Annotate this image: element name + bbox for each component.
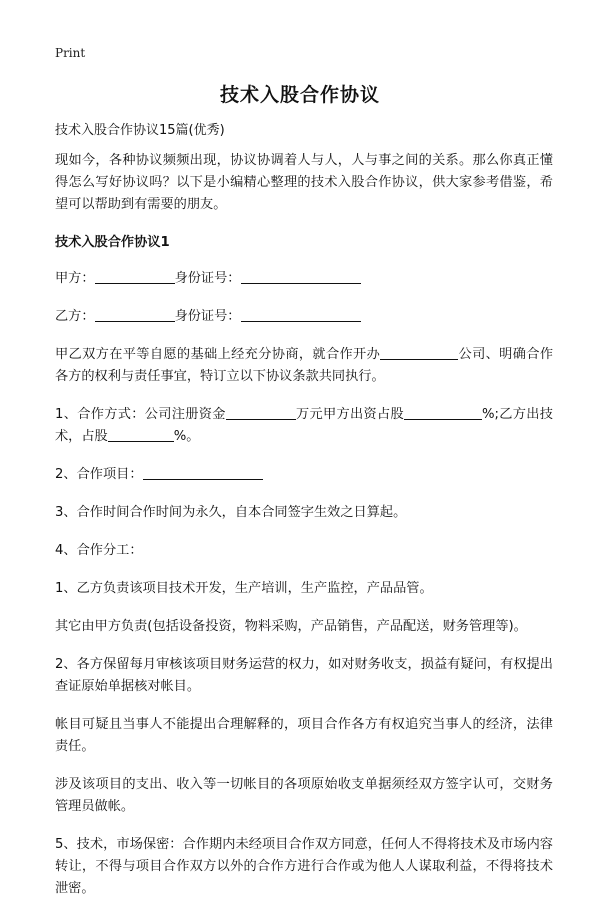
intro-paragraph: 现如今，各种协议频频出现，协议协调着人与人，人与事之间的关系。那么你真正懂得怎么写好协议吗？以下是小编精心整理的技术入股合作协议，供大家参考借鉴，希望可以帮助到有需要的朋友。 xyxy=(55,153,553,212)
party-a-id-label: 身份证号： xyxy=(174,271,241,286)
party-a-id-blank xyxy=(241,268,361,284)
clause-3: 3、合作时间合作时间为永久，自本合同签字生效之日算起。 xyxy=(55,505,407,520)
clause-4-item-1: 1、乙方负责该项目技术开发，生产培训，生产监控，产品品管。 xyxy=(55,581,433,596)
clause-1-part-a: 1、合作方式：公司注册资金 xyxy=(55,407,226,422)
section-title: 技术入股合作协议1 xyxy=(55,235,170,250)
document-body xyxy=(55,120,553,916)
clause-1-part-d: %。 xyxy=(173,429,200,444)
document-title: 技术入股合作协议 xyxy=(219,84,380,106)
party-a-name-blank xyxy=(95,268,175,284)
clause-1-part-b: 万元甲方出资占股 xyxy=(295,407,405,422)
clause-4-item-3: 2、各方保留每月审核该项目财务运营的权力，如对财务收支，损益有疑问，有权提出查证原始单据核对帐目。 xyxy=(55,657,553,694)
clause-4-item-4: 帐目可疑且当事人不能提出合理解释的，项目合作各方有权追究当事人的经济，法律责任。 xyxy=(55,717,553,754)
capital-blank xyxy=(226,404,296,420)
party-a-share-blank xyxy=(404,404,482,420)
clause-2-label: 2、合作项目： xyxy=(55,467,143,482)
clause-4-item-2: 其它由甲方负责(包括设备投资，物料采购，产品销售，产品配送，财务管理等)。 xyxy=(55,619,527,634)
project-blank xyxy=(143,464,263,480)
clause-1 xyxy=(55,404,553,448)
party-b-name-blank xyxy=(95,306,175,322)
clause-2 xyxy=(55,464,553,486)
party-b-label: 乙方： xyxy=(55,309,95,324)
document-subtitle: 技术入股合作协议15篇(优秀) xyxy=(55,123,225,138)
clause-1-part-c: %;乙方出技术，占股 xyxy=(55,407,553,444)
party-b-line xyxy=(55,306,553,328)
party-a-label: 甲方： xyxy=(55,271,95,286)
clause-4: 4、合作分工： xyxy=(55,543,143,558)
company-name-blank xyxy=(380,344,458,360)
agreement-paragraph xyxy=(55,344,553,388)
party-b-id-label: 身份证号： xyxy=(174,309,241,324)
party-b-id-blank xyxy=(241,306,361,322)
agreement-prefix: 甲乙双方在平等自愿的基础上经充分协商，就合作开办 xyxy=(55,347,381,362)
print-link[interactable]: Print xyxy=(55,46,86,60)
clause-5: 5、技术，市场保密：合作期内未经项目合作双方同意，任何人不得将技术及市场内容转让，不得与项目合作双方以外的合作方进行合作或为他人人谋取利益，不得将技术泄密。 xyxy=(55,837,553,896)
party-a-line xyxy=(55,268,553,290)
clause-4-item-5: 涉及该项目的支出、收入等一切帐目的各项原始收支单据须经双方签字认可，交财务管理员做帐。 xyxy=(55,777,553,814)
agreement-suffix: 公司、明确合作各方的权利与责任事宜，特订立以下协议条款共同执行。 xyxy=(55,347,554,384)
party-b-share-blank xyxy=(108,426,174,442)
